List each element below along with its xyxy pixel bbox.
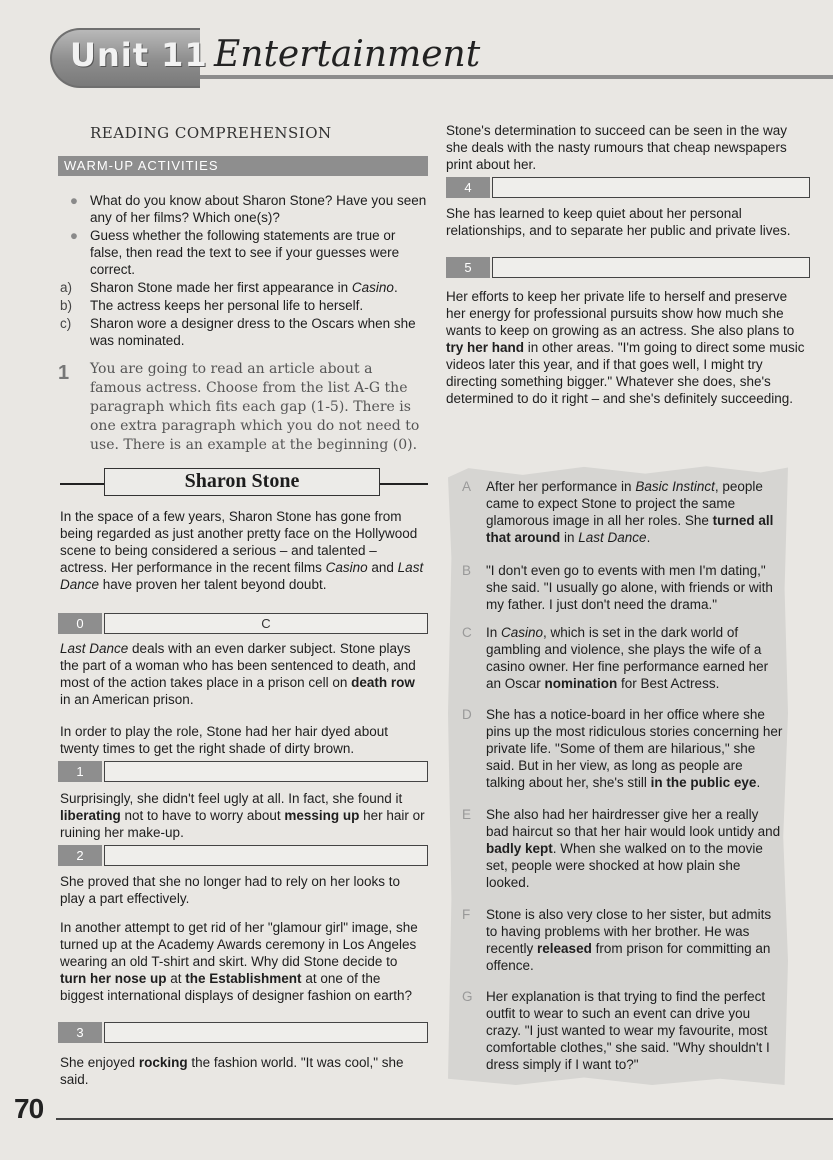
option-d[interactable]: D She has a notice-board in her office where she pins up the most ridiculous stories concerning her private life. "Some of them are hilarious," she said. But in her view, as long as people are talking about her, she's still in the public eye. bbox=[462, 707, 783, 790]
option-e[interactable]: E She also had her hairdresser give her a really bad haircut so that her hair would look untidy and badly kept. When she walked on to the movie set, people were shocked at how plain she looked. bbox=[462, 807, 781, 890]
statement: b) The actress keeps her personal life to herself. bbox=[60, 298, 364, 313]
gap-1[interactable]: 1 bbox=[58, 761, 428, 782]
paragraph-determination: Stone's determination to succeed can be seen in the way she deals with the nasty rumours that cheap newspapers print about her. bbox=[446, 123, 788, 172]
paragraph-ugly: Surprisingly, she didn't feel ugly at all. In fact, she found it liberating not to have to worry about messing up her hair or ruining her make-up. bbox=[60, 791, 425, 840]
gap-answer-box[interactable]: C bbox=[104, 613, 428, 634]
header-divider bbox=[200, 75, 833, 79]
option-b[interactable]: B "I don't even go to events with men I'm dating," she said. "I usually go alone, with friends or with my father. I just don't need the drama." bbox=[462, 563, 773, 612]
option-g[interactable]: G Her explanation is that trying to find the perfect outfit to wear to such an event can drive you crazy. "I just wanted to wear my favourite, most comfortable clothes," she said. "Why shouldn't I dress simply if I want to?" bbox=[462, 989, 770, 1072]
gap-2[interactable]: 2 bbox=[58, 845, 428, 866]
gap-answer-box[interactable] bbox=[492, 177, 810, 198]
page-number: 70 bbox=[14, 1093, 44, 1124]
exercise-number: 1 bbox=[58, 362, 70, 384]
statement: a) Sharon Stone made her first appearance in Casino. bbox=[60, 280, 398, 295]
section-heading: READING COMPREHENSION bbox=[90, 124, 332, 142]
paragraph-last-dance: Last Dance deals with an even darker subject. Stone plays the part of a woman who has been sentenced to death, and most of the action takes place in a prison cell on death row in an American prison. bbox=[60, 641, 416, 707]
footer-divider bbox=[56, 1118, 833, 1120]
option-f[interactable]: F Stone is also very close to her sister, but admits to having problems with her brother. He was recently released from prison for committing an offence. bbox=[462, 907, 772, 973]
warmup-bullet: ● What do you know about Sharon Stone? Have you seen any of her films? Which one(s)? bbox=[58, 192, 428, 226]
paragraph-quiet: She has learned to keep quiet about her personal relationships, and to separate her public and private lives. bbox=[446, 206, 791, 238]
paragraph-efforts: Her efforts to keep her private life to herself and preserve her energy for professional pursuits show how much she wants to keep on growing as an actress. She also plans to try her hand in other areas. "I'm going to direct some music videos later this year, and if that goes well, I might try directing something bigger." Whatever she does, she's determined to do it right – and she's definitely succeeding. bbox=[446, 289, 805, 406]
article-intro: In the space of a few years, Sharon Stone has gone from being regarded as just another pretty face on the Hollywood scene to being considered a serious – and talented – actress. Her performance in the recent films Casino and Last Dance have proven her talent beyond doubt. bbox=[60, 509, 424, 592]
unit-label: Unit 11 bbox=[70, 36, 208, 74]
warmup-list bbox=[58, 192, 428, 350]
gap-5[interactable]: 5 bbox=[446, 257, 810, 278]
title-rule-left bbox=[60, 483, 105, 485]
option-c[interactable]: C In Casino, which is set in the dark world of gambling and violence, she plays the wife of a casino owner. Her fine performance earned her an Oscar nomination for Best Actress. bbox=[462, 625, 769, 691]
warmup-bullet: ● Guess whether the following statements are true or false, then read the text to see if your guesses were correct. bbox=[58, 227, 428, 278]
statement: c) Sharon wore a designer dress to the Oscars when she was nominated. bbox=[60, 316, 416, 348]
paragraph-attempt: In another attempt to get rid of her "glamour girl" image, she turned up at the Academy Awards ceremony in Los Angeles wearing an old T-shirt and skirt. Why did Stone decide to turn her nose up at the Establishment at one of the biggest international displays of designer fashion on earth? bbox=[60, 920, 418, 1003]
gap-answer-box[interactable] bbox=[104, 761, 428, 782]
article-title: Sharon Stone bbox=[104, 468, 380, 496]
gap-4[interactable]: 4 bbox=[446, 177, 810, 198]
unit-title: Entertainment bbox=[214, 34, 481, 75]
paragraph-proved: She proved that she no longer had to rely on her looks to play a part effectively. bbox=[60, 874, 400, 906]
gap-answer-box[interactable] bbox=[492, 257, 810, 278]
bullet-icon: ● bbox=[69, 193, 79, 208]
gap-3[interactable]: 3 bbox=[58, 1022, 428, 1043]
option-a[interactable]: A After her performance in Basic Instinct, people came to expect Stone to project the same glamorous image in all her roles. She turned all that around in Last Dance. bbox=[462, 479, 774, 545]
paragraph-dyed: In order to play the role, Stone had her hair dyed about twenty times to get the right shade of dirty brown. bbox=[60, 724, 388, 756]
exercise-instructions: You are going to read an article about a famous actress. Choose from the list A-G the paragraph which fits each gap (1-5). There is one extra paragraph which you do not need to use. There is an example at the beginning (0). bbox=[90, 361, 420, 453]
gap-answer-box[interactable] bbox=[104, 1022, 428, 1043]
title-rule-right bbox=[380, 483, 428, 485]
gap-0[interactable]: 0 C bbox=[58, 613, 428, 634]
gap-answer-box[interactable] bbox=[104, 845, 428, 866]
bullet-icon: ● bbox=[69, 228, 79, 243]
paragraph-rocking: She enjoyed rocking the fashion world. "It was cool," she said. bbox=[60, 1055, 404, 1087]
warmup-heading: WARM-UP ACTIVITIES bbox=[64, 158, 219, 173]
